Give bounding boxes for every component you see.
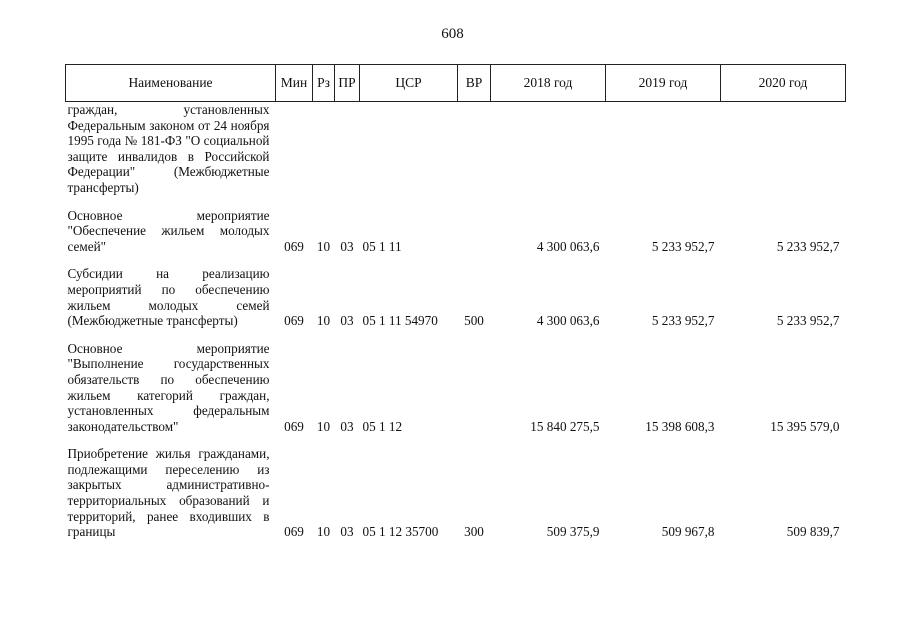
header-csr: ЦСР — [360, 65, 458, 102]
row-min — [276, 102, 313, 208]
row-csr: 05 1 11 54970 — [362, 313, 438, 329]
page-number: 608 — [441, 26, 464, 42]
header-pr: ПР — [335, 65, 360, 102]
row-2018 — [491, 102, 606, 208]
row-name: Основное мероприятие "Выполнение государственных обязательств по обеспечению жильем категорий граждан, установленных федеральным законодательством" — [67, 340, 270, 434]
row-rz: 10 — [316, 238, 331, 254]
row-min: 069 — [284, 313, 304, 329]
budget-table — [65, 64, 846, 540]
row-pr: 03 — [340, 524, 354, 540]
row-csr — [360, 102, 458, 208]
row-pr: 03 — [340, 313, 354, 329]
table-row — [66, 341, 846, 447]
row-2020 — [721, 102, 846, 208]
table-row — [66, 102, 846, 208]
row-vr — [458, 341, 491, 447]
row-2019: 509 967,8 — [661, 524, 715, 540]
row-csr: 05 1 12 35700 — [362, 524, 439, 540]
table-row — [66, 446, 846, 540]
row-pr — [335, 102, 360, 208]
row-rz: 10 — [316, 524, 331, 540]
row-2019: 15 398 608,3 — [645, 418, 715, 434]
row-2019: 5 233 952,7 — [651, 313, 715, 329]
row-2020: 5 233 952,7 — [776, 313, 840, 329]
header-rz: Рз — [313, 65, 335, 102]
row-2020: 15 395 579,0 — [770, 418, 840, 434]
table-row — [66, 208, 846, 267]
row-name: Субсидии на реализацию мероприятий по обеспечению жильем молодых семей (Межбюджетные трансферты) — [67, 266, 270, 329]
row-2018: 15 840 275,5 — [530, 418, 600, 434]
row-2018: 4 300 063,6 — [536, 313, 600, 329]
table-row — [66, 266, 846, 340]
row-csr: 05 1 12 — [362, 418, 403, 434]
row-2018: 509 375,9 — [546, 524, 600, 540]
row-pr: 03 — [340, 238, 354, 254]
row-min: 069 — [284, 238, 304, 254]
row-vr — [458, 208, 491, 267]
row-min: 069 — [284, 524, 304, 540]
row-vr: 300 — [464, 524, 484, 540]
row-2019: 5 233 952,7 — [651, 238, 715, 254]
row-2020: 5 233 952,7 — [776, 238, 840, 254]
header-2018: 2018 год — [491, 65, 606, 102]
header-min: Мин — [276, 65, 313, 102]
row-vr: 500 — [464, 313, 484, 329]
header-2019: 2019 год — [606, 65, 721, 102]
table-header-row — [66, 65, 846, 102]
row-rz: 10 — [316, 313, 331, 329]
row-min: 069 — [284, 418, 304, 434]
header-vr: ВР — [458, 65, 491, 102]
header-2020: 2020 год — [721, 65, 846, 102]
row-2020: 509 839,7 — [786, 524, 840, 540]
row-rz — [313, 102, 335, 208]
row-csr: 05 1 11 — [362, 238, 402, 254]
header-name: Наименование — [66, 65, 276, 102]
row-rz: 10 — [316, 418, 331, 434]
row-name: Приобретение жилья гражданами, подлежащими переселению из закрытых административно-территориальных образований и территорий, ранее входивших в границы — [67, 446, 270, 540]
row-2018: 4 300 063,6 — [536, 238, 600, 254]
row-vr — [458, 102, 491, 208]
row-pr: 03 — [340, 418, 354, 434]
row-name: Основное мероприятие "Обеспечение жильем молодых семей" — [67, 207, 270, 254]
row-name: граждан, установленных Федеральным законом от 24 ноября 1995 года № 181-ФЗ "О социальной защите инвалидов в Российской Федерации" (Межбюджетные трансферты) — [67, 102, 270, 195]
row-2019 — [606, 102, 721, 208]
